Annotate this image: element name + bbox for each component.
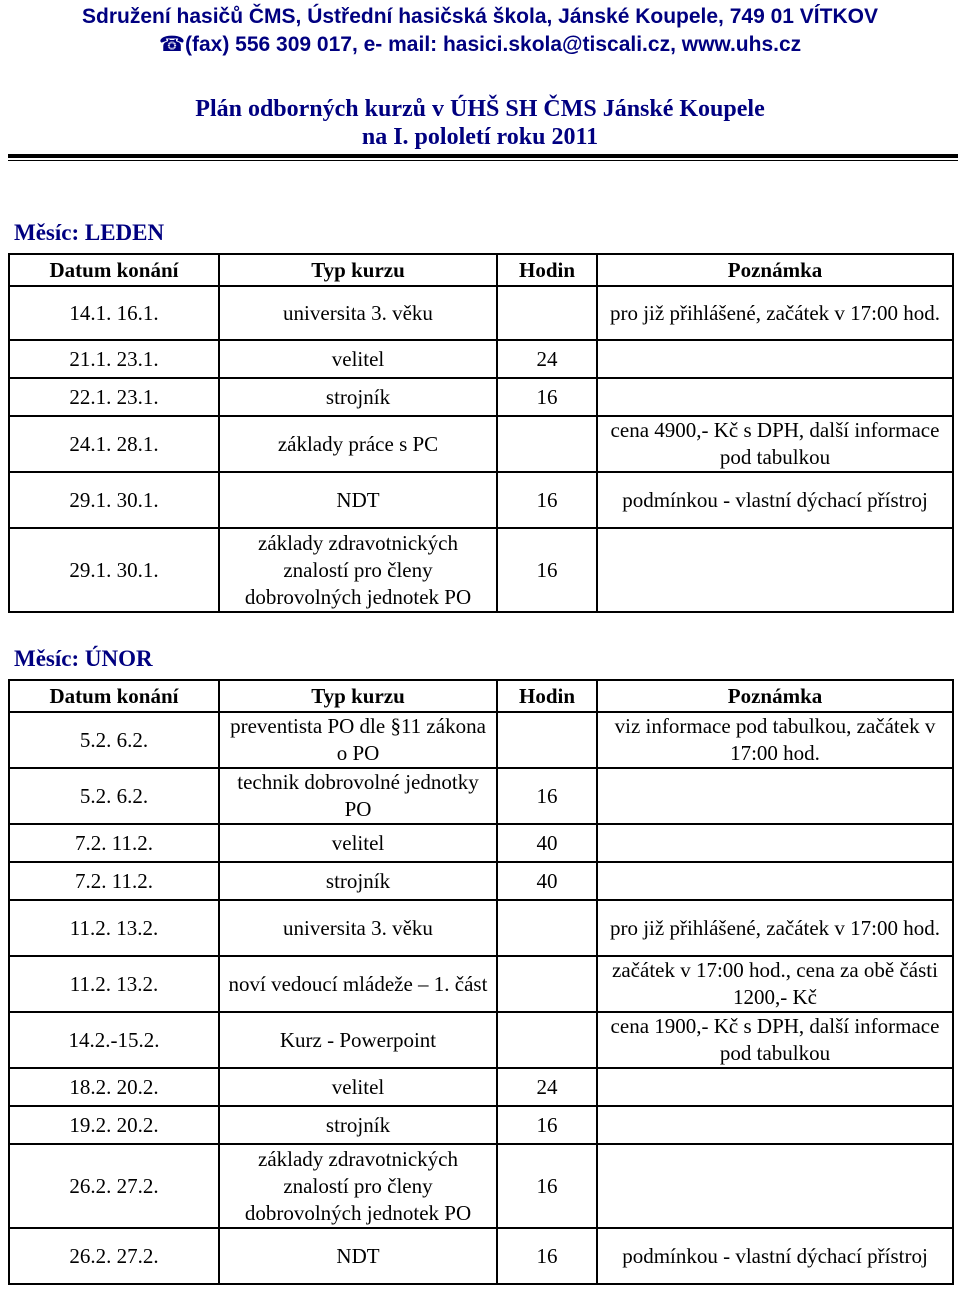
course-note: začátek v 17:00 hod., cena za obě části 1200,- Kč: [597, 956, 953, 1012]
course-note: [597, 768, 953, 824]
month-label-january: Měsíc: LEDEN: [14, 220, 165, 245]
course-hours: 40: [497, 824, 597, 862]
col-header-type: Typ kurzu: [219, 254, 497, 286]
course-type: velitel: [219, 340, 497, 378]
course-note: pro již přihlášené, začátek v 17:00 hod.: [597, 900, 953, 956]
course-note: [597, 1068, 953, 1106]
course-date: 7.2. 11.2.: [9, 862, 219, 900]
table-header-row: [9, 680, 953, 712]
course-note: [597, 1144, 953, 1228]
course-hours: [497, 712, 597, 768]
table-row: [9, 768, 953, 824]
title-divider: [8, 154, 958, 158]
course-date: 29.1. 30.1.: [9, 472, 219, 528]
course-hours: 24: [497, 1068, 597, 1106]
table-row: [9, 956, 953, 1012]
course-hours: 16: [497, 1144, 597, 1228]
course-type: technik dobrovolné jednotky PO: [219, 768, 497, 824]
col-header-date: Datum konání: [9, 254, 219, 286]
table-row: [9, 378, 953, 416]
course-note: podmínkou - vlastní dýchací přístroj: [597, 472, 953, 528]
course-hours: [497, 956, 597, 1012]
page-title: Plán odborných kurzů v ÚHŠ SH ČMS Jánské Koupele: [195, 96, 765, 122]
course-date: 26.2. 27.2.: [9, 1144, 219, 1228]
col-header-type: Typ kurzu: [219, 680, 497, 712]
course-type: základy práce s PC: [219, 416, 497, 472]
course-note: podmínkou - vlastní dýchací přístroj: [597, 1228, 953, 1284]
table-row: [9, 862, 953, 900]
col-header-hours: Hodin: [497, 254, 597, 286]
course-hours: [497, 416, 597, 472]
col-header-note: Poznámka: [597, 680, 953, 712]
course-date: 11.2. 13.2.: [9, 900, 219, 956]
col-header-hours: Hodin: [497, 680, 597, 712]
course-note: [597, 862, 953, 900]
table-row: [9, 472, 953, 528]
table-row: [9, 528, 953, 612]
january-table: [8, 253, 954, 613]
course-note: cena 1900,- Kč s DPH, další informace pod tabulkou: [597, 1012, 953, 1068]
page-subtitle: na I. pololetí roku 2011: [361, 124, 599, 150]
table-row: [9, 1068, 953, 1106]
table-row: [9, 900, 953, 956]
course-hours: 16: [497, 378, 597, 416]
february-table: [8, 679, 954, 1285]
course-hours: 24: [497, 340, 597, 378]
course-hours: [497, 900, 597, 956]
course-date: 5.2. 6.2.: [9, 768, 219, 824]
course-hours: 16: [497, 1106, 597, 1144]
course-type: velitel: [219, 824, 497, 862]
table-row: [9, 416, 953, 472]
course-type: strojník: [219, 378, 497, 416]
col-header-date: Datum konání: [9, 680, 219, 712]
course-type: základy zdravotnických znalostí pro členy dobrovolných jednotek PO: [219, 1144, 497, 1228]
header-line-1: Sdružení hasičů ČMS, Ústřední hasičská škola, Jánské Koupele, 749 01 VÍTKOV: [82, 5, 878, 28]
course-type: základy zdravotnických znalostí pro členy dobrovolných jednotek PO: [219, 528, 497, 612]
course-type: velitel: [219, 1068, 497, 1106]
course-hours: 16: [497, 768, 597, 824]
phone-icon: ☎: [158, 33, 185, 56]
col-header-note: Poznámka: [597, 254, 953, 286]
table-row: [9, 286, 953, 340]
table-row: [9, 1228, 953, 1284]
table-row: [9, 1144, 953, 1228]
table-row: [9, 1012, 953, 1068]
course-hours: [497, 1012, 597, 1068]
course-date: 5.2. 6.2.: [9, 712, 219, 768]
course-date: 14.1. 16.1.: [9, 286, 219, 340]
course-hours: 16: [497, 528, 597, 612]
title-divider-thin: [8, 160, 958, 161]
course-note: viz informace pod tabulkou, začátek v 17:00 hod.: [597, 712, 953, 768]
table-header-row: [9, 254, 953, 286]
course-type: strojník: [219, 1106, 497, 1144]
table-row: [9, 340, 953, 378]
course-date: 19.2. 20.2.: [9, 1106, 219, 1144]
course-note: pro již přihlášené, začátek v 17:00 hod.: [597, 286, 953, 340]
course-type: NDT: [219, 1228, 497, 1284]
course-date: 7.2. 11.2.: [9, 824, 219, 862]
course-hours: [497, 286, 597, 340]
course-note: [597, 528, 953, 612]
course-type: NDT: [219, 472, 497, 528]
course-hours: 40: [497, 862, 597, 900]
course-type: strojník: [219, 862, 497, 900]
course-note: [597, 1106, 953, 1144]
course-note: cena 4900,- Kč s DPH, další informace pod tabulkou: [597, 416, 953, 472]
course-date: 11.2. 13.2.: [9, 956, 219, 1012]
header-line-2: [0, 32, 960, 58]
course-date: 26.2. 27.2.: [9, 1228, 219, 1284]
course-date: 14.2.-15.2.: [9, 1012, 219, 1068]
course-note: [597, 378, 953, 416]
table-row: [9, 712, 953, 768]
course-date: 18.2. 20.2.: [9, 1068, 219, 1106]
header-contact: (fax) 556 309 017, e- mail: hasici.skola@tiscali.cz, www.uhs.cz: [185, 33, 802, 56]
month-label-february: Měsíc: ÚNOR: [14, 646, 153, 671]
table-row: [9, 824, 953, 862]
course-date: 21.1. 23.1.: [9, 340, 219, 378]
course-type: universita 3. věku: [219, 900, 497, 956]
course-type: noví vedoucí mládeže – 1. část: [219, 956, 497, 1012]
course-date: 29.1. 30.1.: [9, 528, 219, 612]
course-note: [597, 340, 953, 378]
course-note: [597, 824, 953, 862]
course-type: preventista PO dle §11 zákona o PO: [219, 712, 497, 768]
course-hours: 16: [497, 1228, 597, 1284]
course-type: Kurz - Powerpoint: [219, 1012, 497, 1068]
course-type: universita 3. věku: [219, 286, 497, 340]
course-date: 24.1. 28.1.: [9, 416, 219, 472]
course-hours: 16: [497, 472, 597, 528]
course-date: 22.1. 23.1.: [9, 378, 219, 416]
table-row: [9, 1106, 953, 1144]
